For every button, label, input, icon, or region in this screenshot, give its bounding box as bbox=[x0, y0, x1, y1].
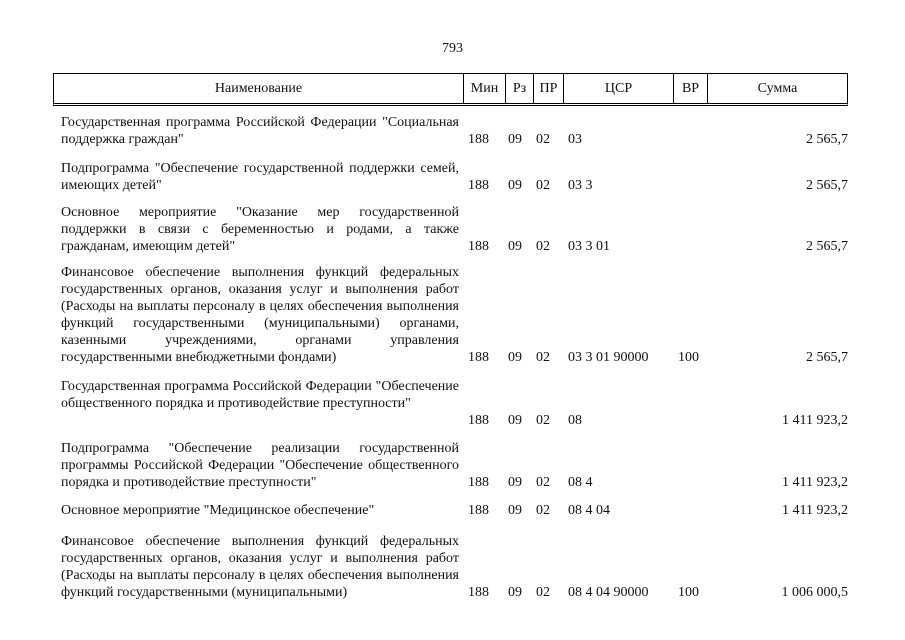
row-sum: 2 565,7 bbox=[806, 350, 848, 365]
row-min: 188 bbox=[468, 503, 489, 518]
header-sum: Сумма bbox=[707, 74, 847, 104]
row-csr: 03 3 01 90000 bbox=[568, 350, 649, 365]
header-rz: Рз bbox=[505, 74, 533, 104]
row-rz: 09 bbox=[508, 475, 522, 490]
row-name: Основное мероприятие "Оказание мер государственной поддержки в связи с беременностью и родами, а также гражданам, имеющим детей" bbox=[61, 205, 459, 254]
row-name: Подпрограмма "Обеспечение реализации государственной программы Российской Федерации "Обеспечение общественного порядка и противодействие преступности" bbox=[61, 441, 459, 490]
row-rz: 09 bbox=[508, 503, 522, 518]
row-min: 188 bbox=[468, 475, 489, 490]
header-name: Наименование bbox=[214, 81, 303, 96]
row-pr: 02 bbox=[536, 178, 550, 193]
row-pr: 02 bbox=[536, 239, 550, 254]
table-row bbox=[53, 204, 848, 255]
table-row bbox=[53, 533, 848, 601]
row-min: 188 bbox=[468, 132, 489, 147]
row-min: 188 bbox=[468, 178, 489, 193]
row-sum: 1 411 923,2 bbox=[782, 413, 848, 428]
row-csr: 03 3 01 bbox=[568, 239, 610, 254]
row-csr: 08 bbox=[568, 413, 582, 428]
row-rz: 09 bbox=[508, 132, 522, 147]
table-row bbox=[53, 264, 848, 366]
row-rz: 09 bbox=[508, 178, 522, 193]
header-csr: ЦСР bbox=[563, 74, 673, 104]
table-row bbox=[53, 502, 848, 519]
header-pr: ПР bbox=[533, 74, 563, 104]
header-vr: ВР bbox=[673, 74, 707, 104]
table-row bbox=[53, 160, 848, 194]
row-csr: 08 4 04 90000 bbox=[568, 585, 649, 600]
row-rz: 09 bbox=[508, 585, 522, 600]
row-sum: 2 565,7 bbox=[806, 239, 848, 254]
row-rz: 09 bbox=[508, 239, 522, 254]
row-rz: 09 bbox=[508, 413, 522, 428]
row-sum: 1 411 923,2 bbox=[782, 503, 848, 518]
row-sum: 1 411 923,2 bbox=[782, 475, 848, 490]
row-name: Финансовое обеспечение выполнения функций федеральных государственных органов, оказания услуг и выполнения работ (Расходы на выплаты персоналу в целях обеспечения выполнения функций государственными (муниципальными) органами, казенными учреждениями, органами управления государственными внебюджетными фондами) bbox=[61, 265, 459, 365]
row-sum: 2 565,7 bbox=[806, 178, 848, 193]
row-csr: 08 4 bbox=[568, 475, 593, 490]
table-row bbox=[53, 378, 848, 429]
row-name: Финансовое обеспечение выполнения функций федеральных государственных органов, оказания услуг и выполнения работ (Расходы на выплаты персоналу в целях обеспечения выполнения функций государственными (муниципальными) bbox=[61, 534, 459, 600]
table-row bbox=[53, 114, 848, 148]
row-pr: 02 bbox=[536, 413, 550, 428]
row-csr: 03 bbox=[568, 132, 582, 147]
header-min: Мин bbox=[463, 74, 505, 104]
row-pr: 02 bbox=[536, 475, 550, 490]
row-name: Основное мероприятие "Медицинское обеспечение" bbox=[61, 503, 375, 518]
row-rz: 09 bbox=[508, 350, 522, 365]
page-number: 793 bbox=[442, 41, 463, 56]
row-pr: 02 bbox=[536, 350, 550, 365]
table-header bbox=[53, 73, 848, 106]
row-min: 188 bbox=[468, 413, 489, 428]
budget-table bbox=[53, 73, 848, 600]
row-csr: 03 3 bbox=[568, 178, 593, 193]
row-min: 188 bbox=[468, 585, 489, 600]
row-pr: 02 bbox=[536, 132, 550, 147]
row-min: 188 bbox=[468, 350, 489, 365]
row-pr: 02 bbox=[536, 503, 550, 518]
row-vr: 100 bbox=[678, 585, 699, 600]
row-vr: 100 bbox=[678, 350, 699, 365]
row-sum: 1 006 000,5 bbox=[781, 585, 848, 600]
row-name: Государственная программа Российской Федерации "Обеспечение общественного порядка и противодействие преступности" bbox=[61, 379, 459, 411]
row-csr: 08 4 04 bbox=[568, 503, 610, 518]
row-name: Государственная программа Российской Федерации "Социальная поддержка граждан" bbox=[61, 115, 459, 147]
row-min: 188 bbox=[468, 239, 489, 254]
row-sum: 2 565,7 bbox=[806, 132, 848, 147]
row-pr: 02 bbox=[536, 585, 550, 600]
row-name: Подпрограмма "Обеспечение государственной поддержки семей, имеющих детей" bbox=[61, 161, 459, 193]
table-row bbox=[53, 440, 848, 491]
